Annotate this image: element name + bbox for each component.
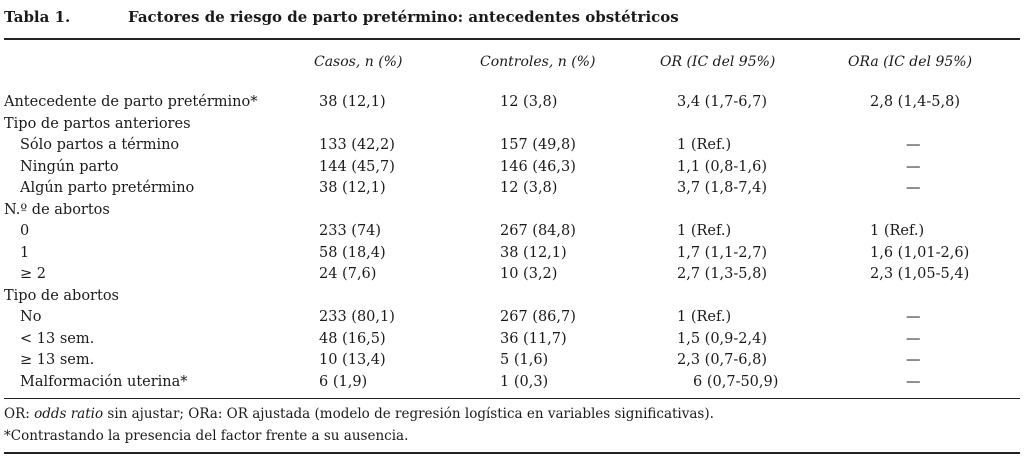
- cell-casos: 133 (42,2): [319, 137, 395, 153]
- row-label: < 13 sem.: [20, 331, 95, 347]
- cell-casos: 38 (12,1): [319, 180, 386, 196]
- cell-ora: —: [906, 137, 921, 153]
- cell-ora: —: [906, 180, 921, 196]
- cell-or: 1,1 (0,8-1,6): [677, 159, 768, 175]
- cell-controles: 38 (12,1): [500, 245, 567, 261]
- cell-or: 6 (0,7-50,9): [693, 374, 779, 390]
- footnote-or-abbrev: OR:: [4, 406, 30, 422]
- top-rule: [4, 38, 1020, 40]
- cell-controles: 157 (49,8): [500, 137, 576, 153]
- row-label: N.º de abortos: [4, 202, 110, 218]
- cell-or: 2,7 (1,3-5,8): [677, 266, 768, 282]
- cell-controles: 146 (46,3): [500, 159, 576, 175]
- cell-ora: 1,6 (1,01-2,6): [870, 245, 970, 261]
- header-controles: Controles, n (%): [480, 54, 596, 70]
- table-row: [0, 94, 1024, 115]
- table-row: [0, 245, 1024, 266]
- cell-casos: 24 (7,6): [319, 266, 377, 282]
- row-label: 1: [20, 245, 30, 261]
- row-label: Antecedente de parto pretérmino*: [4, 94, 258, 110]
- cell-casos: 6 (1,9): [319, 374, 368, 390]
- row-label: Sólo partos a término: [20, 137, 180, 153]
- row-label: No: [20, 309, 42, 325]
- table-row: [0, 180, 1024, 201]
- cell-or: 1 (Ref.): [677, 137, 732, 153]
- row-label: Tipo de partos anteriores: [4, 116, 191, 132]
- cell-casos: 10 (13,4): [319, 352, 386, 368]
- table-row: [0, 137, 1024, 158]
- footnote-or-rest: sin ajustar; ORa: OR ajustada (modelo de regresión logística en variables significativas).: [107, 406, 714, 422]
- cell-casos: 38 (12,1): [319, 94, 386, 110]
- table-row: [0, 309, 1024, 330]
- cell-casos: 233 (74): [319, 223, 382, 239]
- table-row: [0, 266, 1024, 287]
- cell-or: 1 (Ref.): [677, 223, 732, 239]
- table-row: [0, 374, 1024, 395]
- cell-or: 3,4 (1,7-6,7): [677, 94, 768, 110]
- cell-controles: 5 (1,6): [500, 352, 549, 368]
- table-row: [0, 223, 1024, 244]
- row-label: Malformación uterina*: [20, 374, 188, 390]
- cell-ora: 1 (Ref.): [870, 223, 925, 239]
- table-title-row: [4, 8, 1020, 30]
- cell-controles: 36 (11,7): [500, 331, 567, 347]
- cell-ora: 2,3 (1,05-5,4): [870, 266, 970, 282]
- table-row: [0, 331, 1024, 352]
- cell-controles: 12 (3,8): [500, 94, 558, 110]
- cell-ora: —: [906, 331, 921, 347]
- cell-casos: 48 (16,5): [319, 331, 386, 347]
- end-rule: [4, 452, 1020, 454]
- table-title: Factores de riesgo de parto pretérmino: antecedentes obstétricos: [128, 8, 679, 26]
- cell-controles: 267 (86,7): [500, 309, 576, 325]
- table-row: [0, 202, 1024, 223]
- row-label: ≥ 2: [20, 266, 46, 282]
- row-label: ≥ 13 sem.: [20, 352, 95, 368]
- row-label: Tipo de abortos: [4, 288, 119, 304]
- cell-casos: 233 (80,1): [319, 309, 395, 325]
- cell-casos: 144 (45,7): [319, 159, 395, 175]
- cell-controles: 12 (3,8): [500, 180, 558, 196]
- bottom-rule: [4, 398, 1020, 399]
- header-casos: Casos, n (%): [314, 54, 403, 70]
- cell-ora: 2,8 (1,4-5,8): [870, 94, 961, 110]
- footnote-asterisk: *Contrastando la presencia del factor frente a su ausencia.: [4, 428, 409, 444]
- cell-or: 1,5 (0,9-2,4): [677, 331, 768, 347]
- table-row: [0, 352, 1024, 373]
- row-label: Ningún parto: [20, 159, 119, 175]
- row-label: 0: [20, 223, 30, 239]
- table-number: Tabla 1.: [4, 8, 71, 26]
- cell-casos: 58 (18,4): [319, 245, 386, 261]
- table-row: [0, 159, 1024, 180]
- table-row: [0, 288, 1024, 309]
- cell-controles: 10 (3,2): [500, 266, 558, 282]
- row-label: Algún parto pretérmino: [20, 180, 195, 196]
- cell-or: 2,3 (0,7-6,8): [677, 352, 768, 368]
- cell-or: 3,7 (1,8-7,4): [677, 180, 768, 196]
- cell-or: 1 (Ref.): [677, 309, 732, 325]
- footnote-or: [4, 406, 714, 422]
- footnote-or-italic: odds ratio: [34, 406, 104, 422]
- header-or: OR (IC del 95%): [660, 54, 776, 70]
- cell-controles: 267 (84,8): [500, 223, 576, 239]
- table-row: [0, 116, 1024, 137]
- cell-ora: —: [906, 352, 921, 368]
- cell-ora: —: [906, 159, 921, 175]
- header-ora: ORa (IC del 95%): [848, 54, 973, 70]
- cell-controles: 1 (0,3): [500, 374, 549, 390]
- cell-ora: —: [906, 374, 921, 390]
- cell-or: 1,7 (1,1-2,7): [677, 245, 768, 261]
- cell-ora: —: [906, 309, 921, 325]
